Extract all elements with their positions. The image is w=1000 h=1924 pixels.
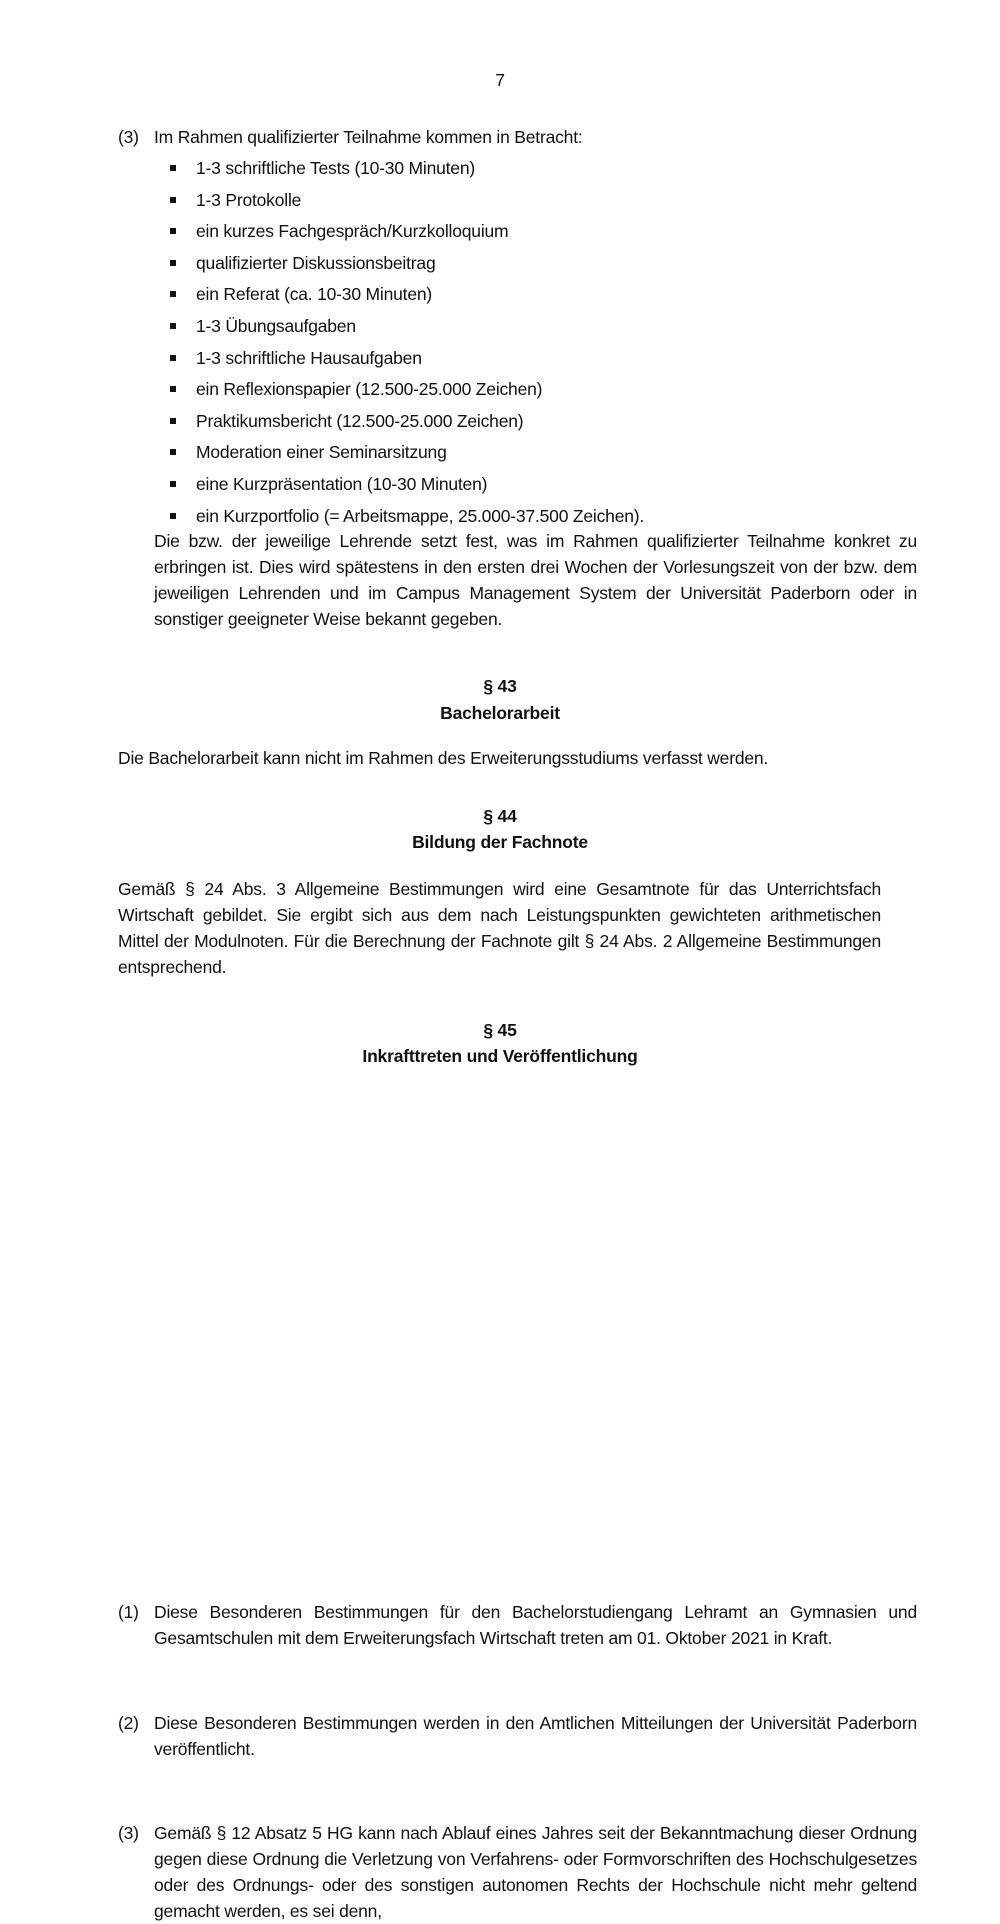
paragraph-number: (3) [118, 1823, 139, 1844]
paragraph-intro: Im Rahmen qualifizierter Teilnahme kommen in Betracht: [154, 127, 583, 147]
section-43-number: § 43 [483, 676, 517, 696]
section-45-paragraph-2 [118, 1710, 917, 1762]
paragraph-closing-text: Die bzw. der jeweilige Lehrende setzt fest, was im Rahmen qualifizierter Teilnahme konkret zu erbringen ist. Dies wird spätestens in den ersten drei Wochen der Vorlesungszeit von der bzw. dem jeweiligen Lehrenden und im Campus Management System der Universität Paderborn oder in sonstiger geeigneter Weise bekannt gegeben. [154, 531, 917, 630]
qualified-participation-list [154, 155, 917, 534]
bullet-square-icon [170, 291, 176, 297]
list-item: 1-3 Protokolle [154, 187, 917, 219]
bullet-square-icon [170, 449, 176, 455]
bullet-square-icon [170, 260, 176, 266]
list-item: Praktikumsbericht (12.500-25.000 Zeichen) [154, 408, 917, 440]
page-number: 7 [495, 70, 505, 90]
list-item: eine Kurzpräsentation (10-30 Minuten) [154, 471, 917, 503]
section-44-text: Gemäß § 24 Abs. 3 Allgemeine Bestimmungen wird eine Gesamtnote für das Unterrichtsfach Wirtschaft gebildet. Sie ergibt sich aus dem nach Leistungspunkten gewichteten arithmetischen Mittel der Modulnoten. Für die Berechnung der Fachnote gilt § 24 Abs. 2 Allgemeine Bestimmungen entsprechend. [118, 879, 881, 977]
paragraph-number: (2) [118, 1713, 139, 1734]
paragraph-number: (1) [118, 1602, 139, 1623]
bullet-square-icon [170, 197, 176, 203]
bullet-square-icon [170, 355, 176, 361]
section-45-paragraph-3 [118, 1820, 917, 1924]
section-43-text: Die Bachelorarbeit kann nicht im Rahmen des Erweiterungsstudiums verfasst werden. [118, 748, 769, 768]
bullet-square-icon [170, 513, 176, 519]
list-item: 1-3 Übungsaufgaben [154, 313, 917, 345]
paragraph-3-qualified-participation [118, 124, 917, 632]
paragraph-text: Gemäß § 12 Absatz 5 HG kann nach Ablauf eines Jahres seit der Bekanntmachung dieser Ordnung gegen diese Ordnung die Verletzung von Verfahrens- oder Formvorschriften des Hochschulgesetzes oder des Ordnungs- oder des sonstigen autonomen Rechts der Hochschule nicht mehr geltend gemacht werden, es sei denn, [154, 1823, 917, 1922]
list-item: 1-3 schriftliche Hausaufgaben [154, 345, 917, 377]
paragraph-text: Diese Besonderen Bestimmungen für den Bachelorstudiengang Lehramt an Gymnasien und Gesamtschulen mit dem Erweiterungsfach Wirtschaft treten am 01. Oktober 2021 in Kraft. [154, 1602, 917, 1649]
section-45-paragraph-1 [118, 1599, 917, 1651]
list-item: qualifizierter Diskussionsbeitrag [154, 250, 917, 282]
list-item: Moderation einer Seminarsitzung [154, 439, 917, 471]
list-item: 1-3 schriftliche Tests (10-30 Minuten) [154, 155, 917, 187]
section-45-title: Inkrafttreten und Veröffentlichung [362, 1046, 638, 1066]
list-item: ein Reflexionspapier (12.500-25.000 Zeichen) [154, 376, 917, 408]
section-44-title: Bildung der Fachnote [412, 832, 588, 852]
bullet-square-icon [170, 481, 176, 487]
section-45-number: § 45 [483, 1020, 517, 1040]
bullet-square-icon [170, 228, 176, 234]
paragraph-text: Diese Besonderen Bestimmungen werden in den Amtlichen Mitteilungen der Universität Paderborn veröffentlicht. [154, 1713, 917, 1760]
section-44-number: § 44 [483, 806, 517, 826]
list-item: ein kurzes Fachgespräch/Kurzkolloquium [154, 218, 917, 250]
bullet-square-icon [170, 418, 176, 424]
bullet-square-icon [170, 386, 176, 392]
bullet-square-icon [170, 165, 176, 171]
list-item: ein Kurzportfolio (= Arbeitsmappe, 25.000-37.500 Zeichen). [154, 503, 917, 535]
list-item: ein Referat (ca. 10-30 Minuten) [154, 281, 917, 313]
bullet-square-icon [170, 323, 176, 329]
section-43-title: Bachelorarbeit [440, 703, 560, 723]
paragraph-number: (3) [118, 127, 139, 147]
